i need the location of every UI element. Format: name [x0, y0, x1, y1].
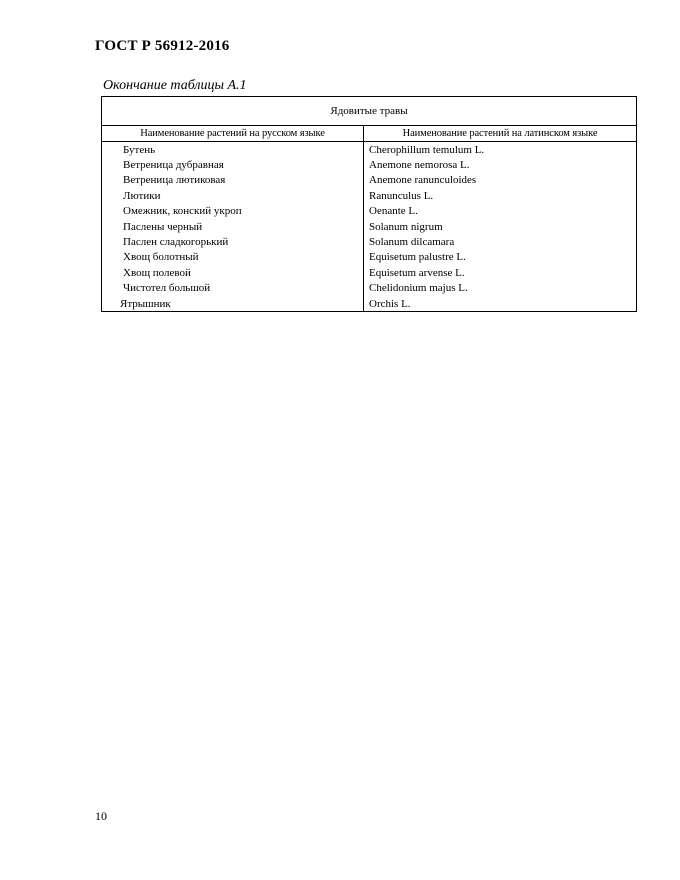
- plant-name-russian: Ятрышник: [102, 296, 364, 312]
- plant-name-russian: Лютики: [102, 188, 364, 203]
- table-row: [102, 142, 637, 158]
- table-row: [102, 281, 637, 296]
- plant-name-russian: Ветреница дубравная: [102, 157, 364, 172]
- plant-name-russian: Хвощ болотный: [102, 250, 364, 265]
- plant-name-russian: Хвощ полевой: [102, 265, 364, 280]
- table-caption: Окончание таблицы А.1: [103, 78, 247, 93]
- table-section-title: Ядовитые травы: [102, 97, 637, 126]
- column-header-russian: Наименование растений на русском языке: [102, 126, 364, 142]
- table-row: [102, 157, 637, 172]
- plant-name-russian: Чистотел большой: [102, 281, 364, 296]
- plant-name-latin: Solanum nigrum: [364, 219, 637, 234]
- plant-name-latin: Anemone ranunculoides: [364, 173, 637, 188]
- plant-name-latin: Oenante L.: [364, 204, 637, 219]
- table-row: [102, 250, 637, 265]
- table-row: [102, 188, 637, 203]
- poisonous-herbs-table: [101, 96, 637, 312]
- plant-name-russian: Бутень: [102, 142, 364, 158]
- plant-name-russian: Паслен сладкогорький: [102, 234, 364, 249]
- table-row: [102, 173, 637, 188]
- plant-name-latin: Ranunculus L.: [364, 188, 637, 203]
- table-row: [102, 296, 637, 312]
- plant-name-latin: Orchis L.: [364, 296, 637, 312]
- plant-name-russian: Паслены черный: [102, 219, 364, 234]
- table-row: [102, 204, 637, 219]
- page-number: 10: [95, 809, 107, 823]
- column-header-latin: Наименование растений на латинском языке: [364, 126, 637, 142]
- plant-name-latin: Anemone nemorosa L.: [364, 157, 637, 172]
- table-row: [102, 219, 637, 234]
- plant-name-russian: Омежник, конский укроп: [102, 204, 364, 219]
- plant-name-russian: Ветреница лютиковая: [102, 173, 364, 188]
- plant-name-latin: Equisetum arvense L.: [364, 265, 637, 280]
- plant-name-latin: Solanum dilcamara: [364, 234, 637, 249]
- plant-name-latin: Equisetum palustre L.: [364, 250, 637, 265]
- table-row: [102, 234, 637, 249]
- document-code: ГОСТ Р 56912-2016: [95, 38, 230, 54]
- plant-name-latin: Chelidonium majus L.: [364, 281, 637, 296]
- plant-name-latin: Cherophillum temulum L.: [364, 142, 637, 158]
- table-row: [102, 265, 637, 280]
